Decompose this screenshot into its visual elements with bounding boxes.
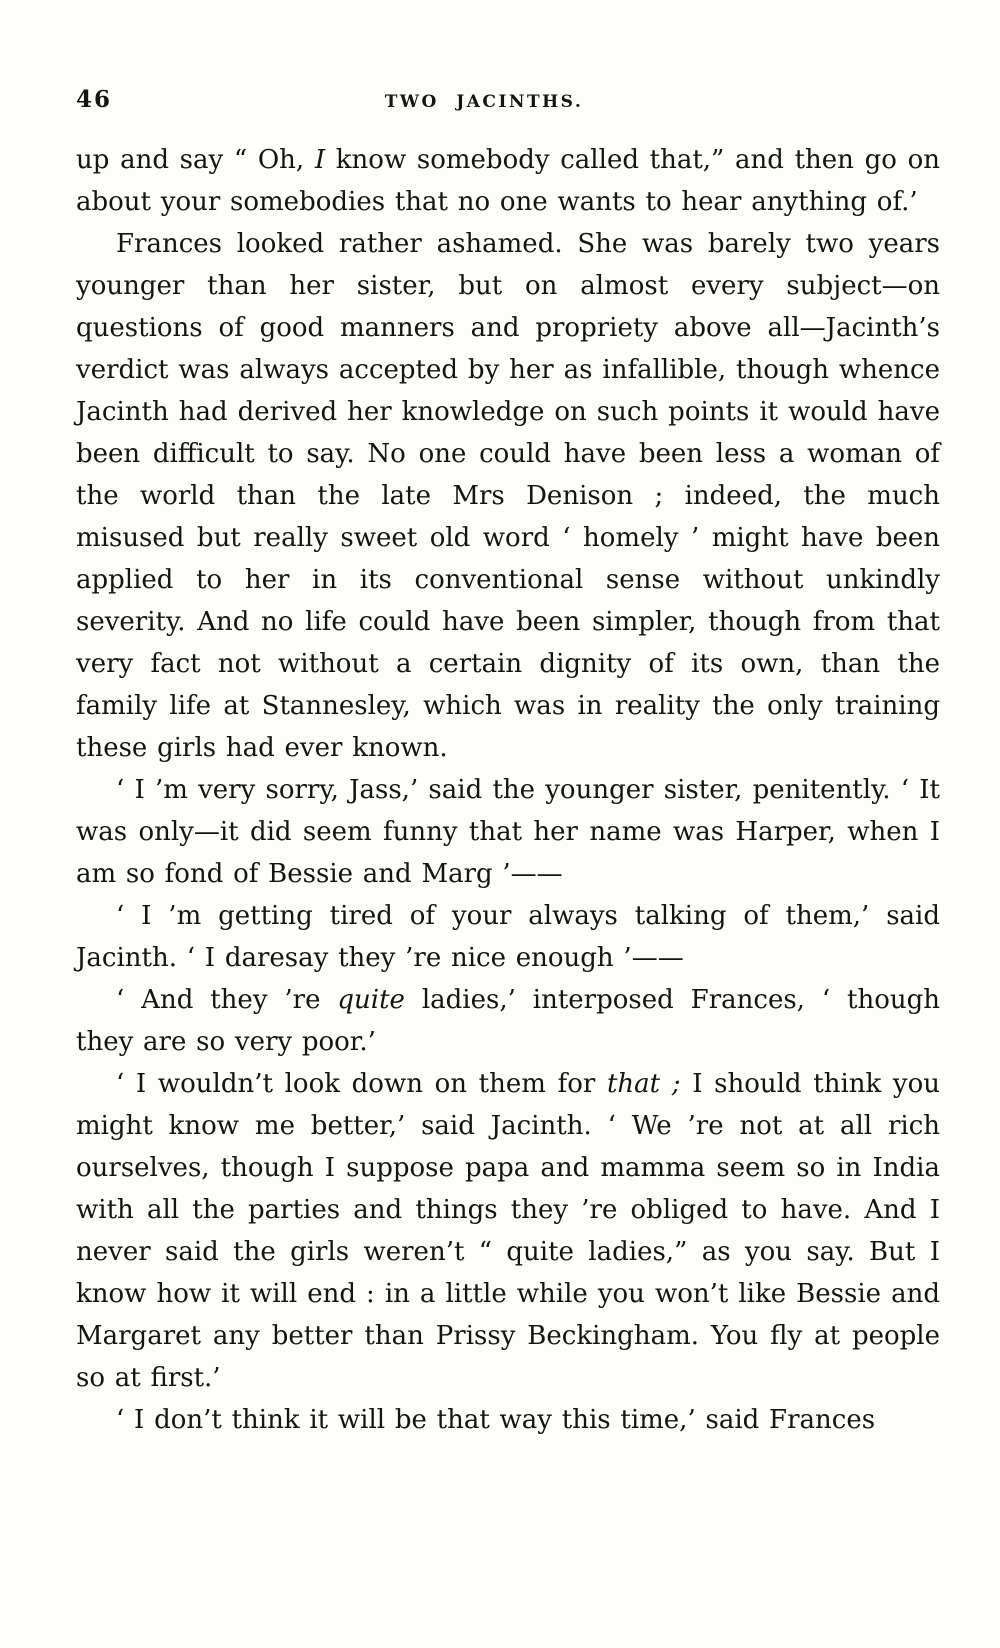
paragraph — [76, 223, 940, 769]
text-run: I should think you might know me better,’ said Jacinth. ‘ We ’re not at all rich ourselves, though I suppose papa and mamma seem so in India with all the parties and things they ’re obliged to have. And I never said the girls weren’t “ quite ladies,” as you say. But I know how it will end : in a little while you won’t like Bessie and Margaret any better than Prissy Beckingham. You fly at people so at first.’ — [76, 1069, 941, 1393]
italic-text: I — [314, 145, 326, 175]
text-run: ‘ I ’m getting tired of your always talking of them,’ said Jacinth. ‘ I daresay they ’re nice enough ’—— — [76, 901, 940, 973]
italic-text: quite — [337, 985, 405, 1015]
text-run: know somebody called that,” and then go on about your somebodies that no one wants to hear anything of.’ — [76, 145, 940, 217]
paragraph — [76, 895, 940, 979]
text-run: ladies,’ interposed Frances, ‘ though they are so very poor.’ — [76, 985, 940, 1057]
text-run: Frances looked rather ashamed. She was barely two years younger than her sister, but on almost every subject—on questions of good manners and propriety above all—Jacinth’s verdict was always accepted by her as infallible, though whence Jacinth had derived her knowledge on such points it would have been difficult to say. No one could have been less a woman of the world than the late Mrs Denison ; indeed, the much misused but really sweet old word ‘ homely ’ might have been applied to her in its conventional sense without unkindly severity. And no life could have been simpler, though from that very fact not without a certain dignity of its own, than the family life at Stannesley, which was in reality the only training these girls had ever known. — [76, 229, 940, 763]
paragraph — [76, 769, 940, 895]
paragraph — [76, 979, 940, 1063]
text-run: ‘ I wouldn’t look down on them for — [116, 1069, 607, 1099]
italic-text: that ; — [606, 1069, 681, 1099]
paragraph — [76, 1063, 940, 1399]
page-number: 46 — [76, 86, 113, 113]
paragraph — [76, 139, 940, 223]
text-run: ‘ And they ’re — [116, 985, 338, 1015]
paragraph — [76, 1399, 940, 1441]
body-text — [76, 139, 940, 1441]
text-run: up and say “ Oh, — [76, 145, 315, 175]
text-run: ‘ I don’t think it will be that way this time,’ said Frances — [116, 1405, 876, 1435]
text-run: ‘ I ’m very sorry, Jass,’ said the younger sister, penitently. ‘ It was only—it did seem funny that her name was Harper, when I am so fond of Bessie and Marg ’—— — [76, 775, 940, 889]
page-header — [76, 86, 940, 113]
running-title: TWO JACINTHS. — [384, 92, 584, 112]
